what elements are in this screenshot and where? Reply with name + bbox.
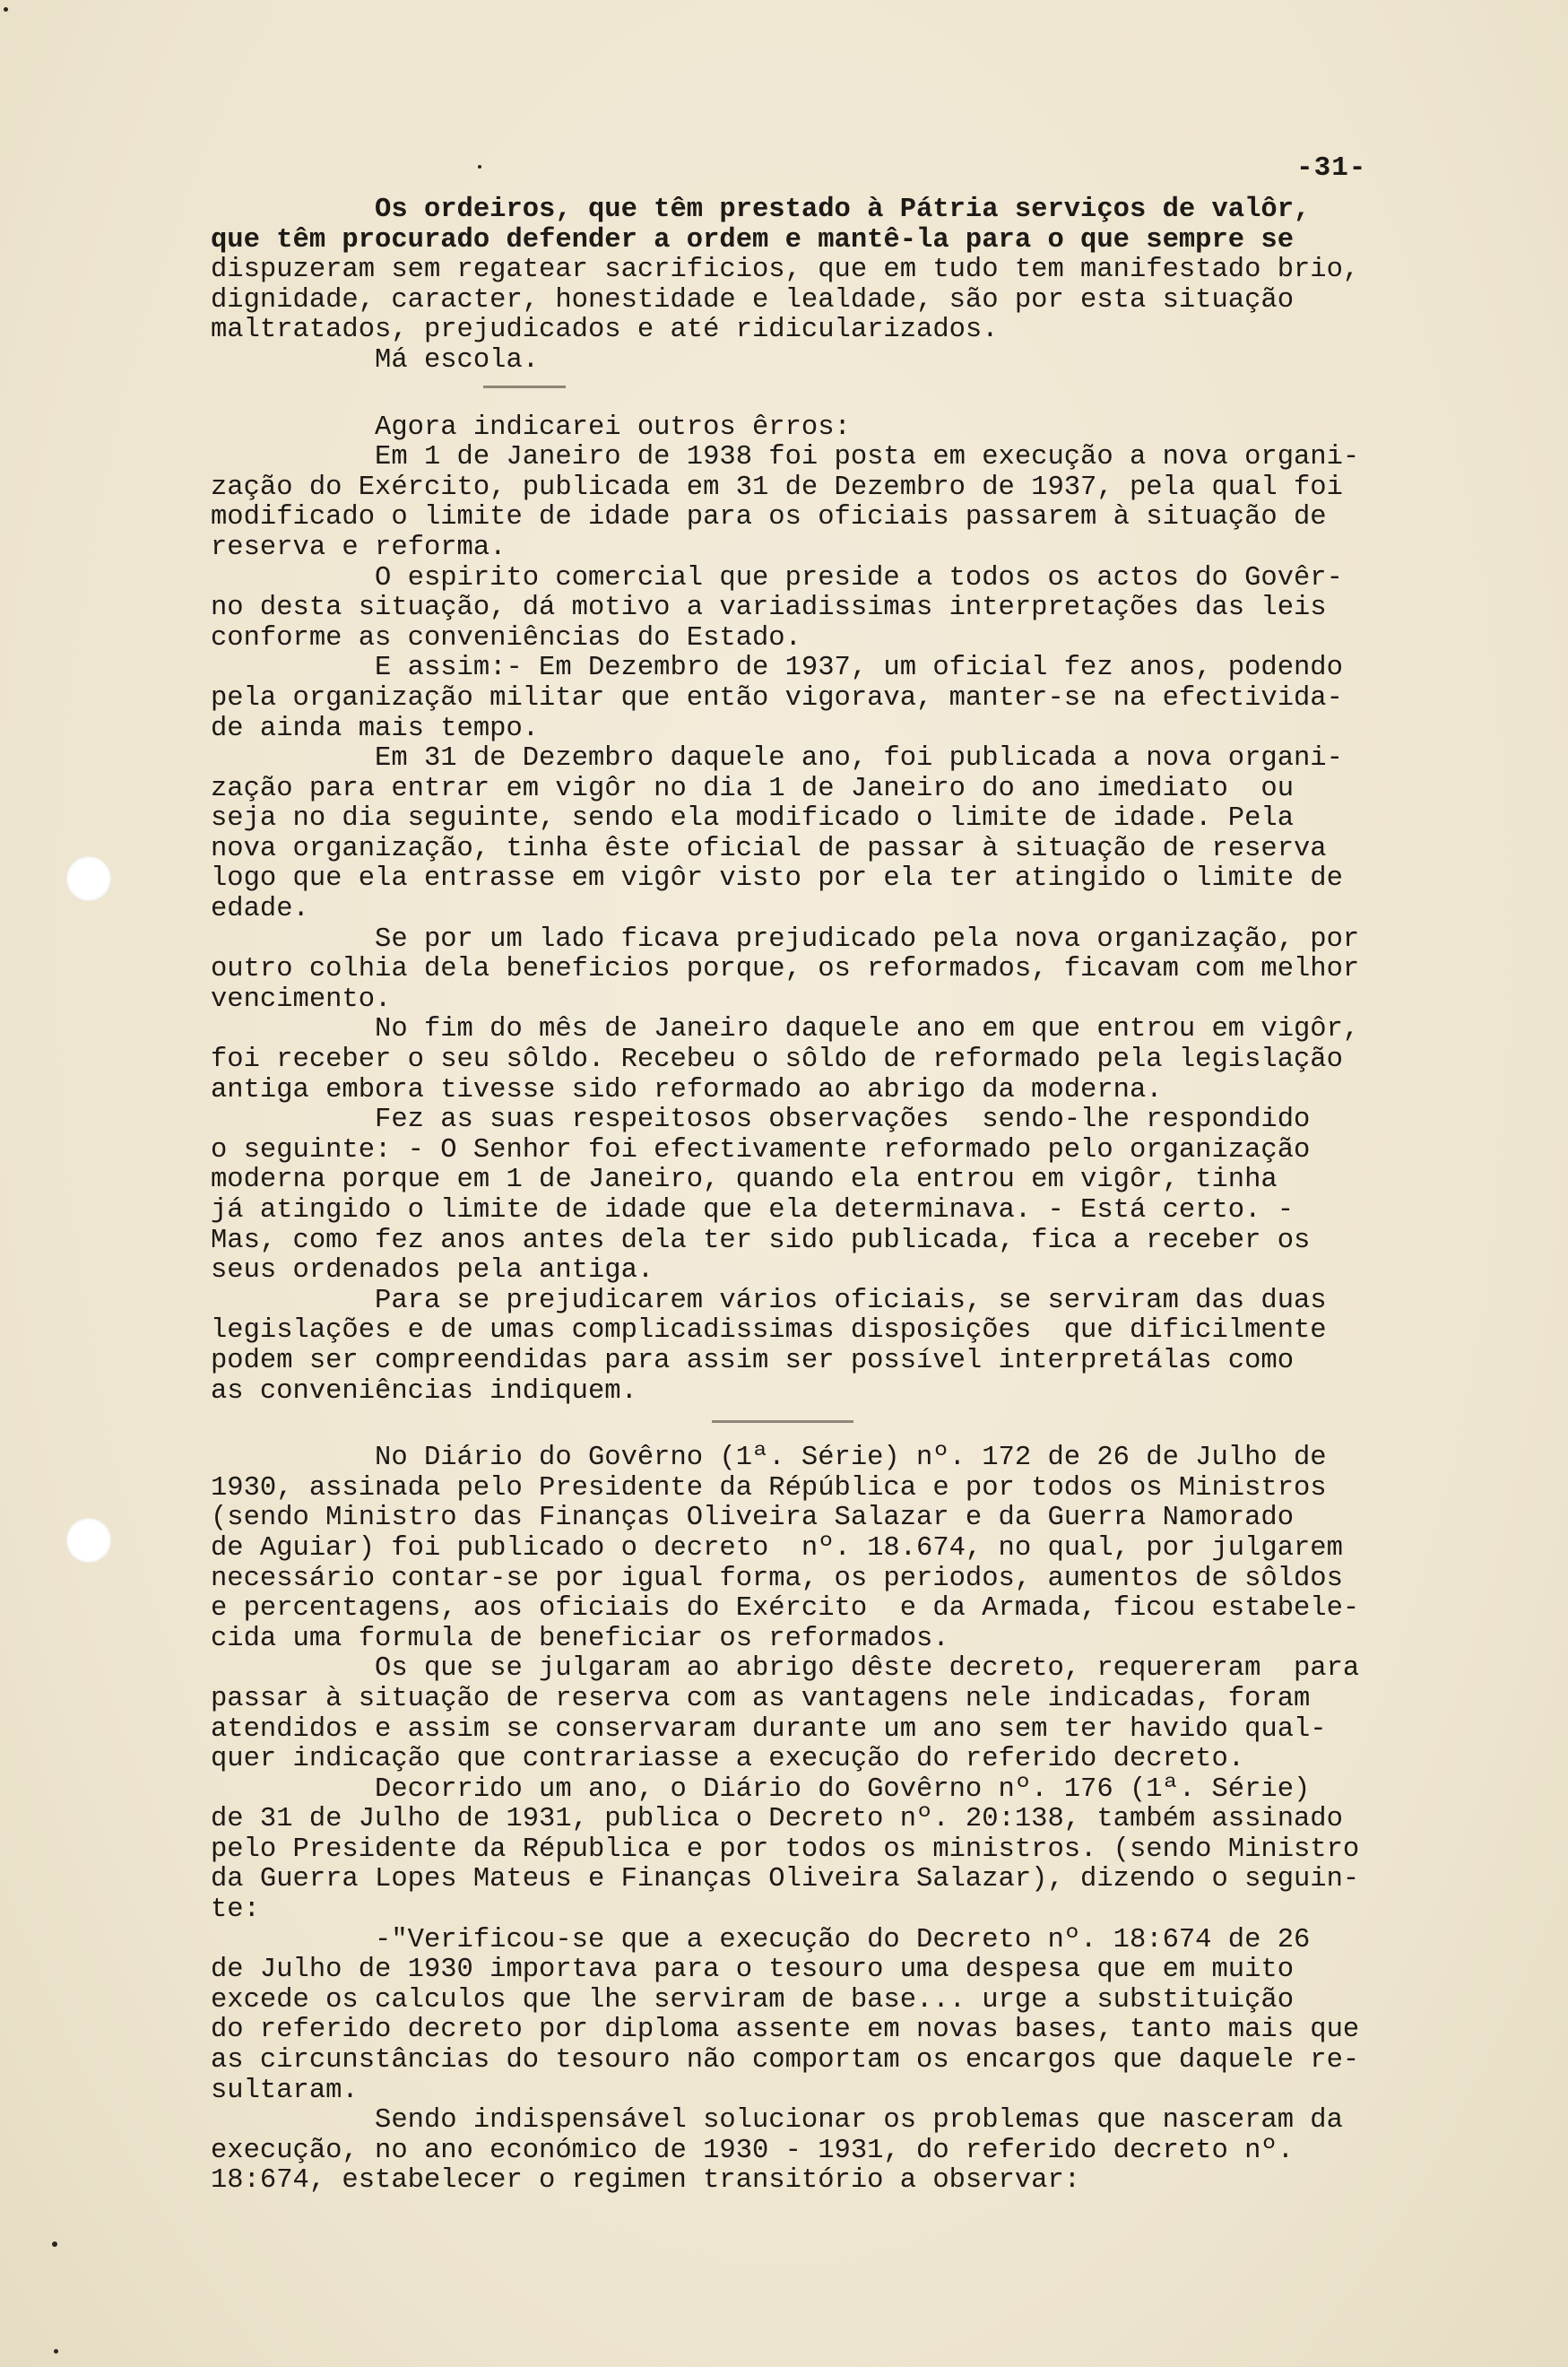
text-line: quer indicação que contrariasse a execução do referido decreto. [211,1744,1245,1775]
text-line: zação do Exército, publicada em 31 de Dezembro de 1937, pela qual foi [211,472,1343,503]
text-line: Má escola. [211,344,540,376]
text-line: execução, no ano económico de 1930 - 1931, do referido decreto nº. [211,2135,1294,2166]
text-line: outro colhia dela beneficios porque, os reformados, ficavam com melhor [211,954,1360,985]
text-line: de ainda mais tempo. [211,713,540,744]
ink-speck [52,2241,57,2247]
text-line: de Aguiar) foi publicado o decreto nº. 18.674, no qual, por julgarem [211,1532,1343,1564]
punch-hole-top [66,856,111,901]
text-line: as circunstâncias do tesouro não comportam os encargos que daquele re- [211,2045,1360,2077]
text-line: maltratados, prejudicados e até ridicularizados. [211,315,999,346]
text-line: vencimento. [211,984,392,1015]
text-line: o seguinte: - O Senhor foi efectivamente reformado pelo organização [211,1134,1311,1166]
typed-text [211,195,1475,2197]
paragraph-block-2 [211,413,1475,1408]
text-line: sultaram. [211,2075,359,2106]
text-line: de Julho de 1930 importava para o tesouro uma despesa que em muito [211,1955,1294,1986]
paragraph-block-3 [211,1444,1475,2197]
text-line: pela organização militar que então vigorava, manter-se na efectivida- [211,682,1343,714]
text-line: modificado o limite de idade para os oficiais passarem à situação de [211,502,1327,533]
ink-speck [54,2349,58,2354]
text-line: do referido decreto por diploma assente em novas bases, tanto mais que [211,2015,1360,2046]
text-line: seja no dia seguinte, sendo ela modificado o limite de idade. Pela [211,803,1294,835]
text-line: Sendo indispensável solucionar os problemas que nasceram da [211,2105,1343,2137]
text-line: E assim:- Em Dezembro de 1937, um oficial fez anos, podendo [211,653,1343,684]
text-line: podem ser compreendidas para assim ser possível interpretálas como [211,1345,1294,1376]
text-line: e percentagens, aos oficiais do Exército e da Armada, ficou estabele- [211,1593,1360,1625]
text-line: zação para entrar em vigôr no dia 1 de Janeiro do ano imediato ou [211,773,1294,804]
text-line: dispuzeram sem regatear sacrificios, que em tudo tem manifestado brio, [211,255,1360,286]
text-line: Em 31 de Dezembro daquele ano, foi publicada a nova organi- [211,743,1343,775]
text-line: Mas, como fez anos antes dela ter sido publicada, fica a receber os [211,1225,1311,1256]
text-line: Decorrido um ano, o Diário do Govêrno nº. 176 (1ª. Série) [211,1773,1311,1805]
text-line: logo que ela entrasse em vigôr visto por ela ter atingido o limite de [211,863,1343,895]
text-line: de 31 de Julho de 1931, publica o Decreto nº. 20:138, também assinado [211,1804,1343,1835]
text-line: Para se prejudicarem vários oficiais, se serviram das duas [211,1285,1327,1316]
text-line: Em 1 de Janeiro de 1938 foi posta em execução a nova organi- [211,442,1360,473]
text-line: 1930, assinada pelo Presidente da Répública e por todos os Ministros [211,1472,1327,1504]
text-line: edade. [211,894,309,925]
text-line: no desta situação, dá motivo a variadissimas interpretações das leis [211,593,1327,624]
text-line: 18:674, estabelecer o regimen transitório a observar: [211,2165,1081,2197]
text-line: nova organização, tinha êste oficial de passar à situação de reserva [211,833,1327,864]
ink-speck [4,7,8,12]
text-line: atendidos e assim se conservaram durante um ano sem ter havido qual- [211,1713,1327,1745]
text-line: moderna porque em 1 de Janeiro, quando ela entrou em vigôr, tinha [211,1165,1278,1196]
text-line: as conveniências indiquem. [211,1375,637,1407]
text-line: antiga embora tivesse sido reformado ao abrigo da moderna. [211,1074,1163,1105]
text-line: legislações e de umas complicadissimas disposições que dificilmente [211,1315,1327,1347]
text-line: pelo Presidente da Républica e por todos os ministros. (sendo Ministro [211,1834,1360,1865]
page-number: -31- [1296,152,1367,184]
text-line: Agora indicarei outros êrros: [211,412,851,443]
text-line: necessário contar-se por igual forma, os periodos, aumentos de sôldos [211,1563,1343,1594]
text-line: cida uma formula de beneficiar os reformados. [211,1623,949,1654]
paragraph-block-1 [211,195,1475,377]
text-line: passar à situação de reserva com as vantagens nele indicadas, foram [211,1683,1311,1714]
text-line: conforme as conveniências do Estado. [211,622,801,654]
text-line: seus ordenados pela antiga. [211,1255,654,1287]
text-line: (sendo Ministro das Finanças Oliveira Salazar e da Guerra Namorado [211,1503,1294,1534]
punch-hole-bottom [66,1518,111,1563]
text-line: No fim do mês de Janeiro daquele ano em que entrou em vigôr, [211,1014,1360,1045]
text-line: foi receber o seu sôldo. Recebeu o sôldo de reformado pela legislação [211,1045,1343,1076]
ink-speck [478,165,481,169]
text-line: da Guerra Lopes Mateus e Finanças Oliveira Salazar), dizendo o seguin- [211,1864,1360,1895]
text-line: Os que se julgaram ao abrigo dêste decreto, requereram para [211,1653,1360,1685]
text-line: te: [211,1894,260,1926]
text-line: O espirito comercial que preside a todos os actos do Govêr- [211,562,1343,594]
text-line: dignidade, caracter, honestidade e lealdade, são por esta situação [211,284,1294,316]
text-line: Se por um lado ficava prejudicado pela nova organização, por [211,923,1360,955]
text-line: Os ordeiros, que têm prestado à Pátria serviços de valôr, [211,195,1311,225]
text-line: -"Verificou-se que a execução do Decreto nº. 18:674 de 26 [211,1924,1311,1955]
text-line: reserva e reforma. [211,532,507,563]
text-line: excede os calculos que lhe serviram de base... urge a substituição [211,1984,1294,2016]
text-line: já atingido o limite de idade que ela determinava. - Está certo. - [211,1195,1294,1226]
text-line: No Diário do Govêrno (1ª. Série) nº. 172 de 26 de Julho de [211,1443,1327,1474]
text-line: Fez as suas respeitosos observações sendo-lhe respondido [211,1105,1311,1136]
text-line: que têm procurado defender a ordem e mantê-la para o que sempre se [211,224,1294,256]
